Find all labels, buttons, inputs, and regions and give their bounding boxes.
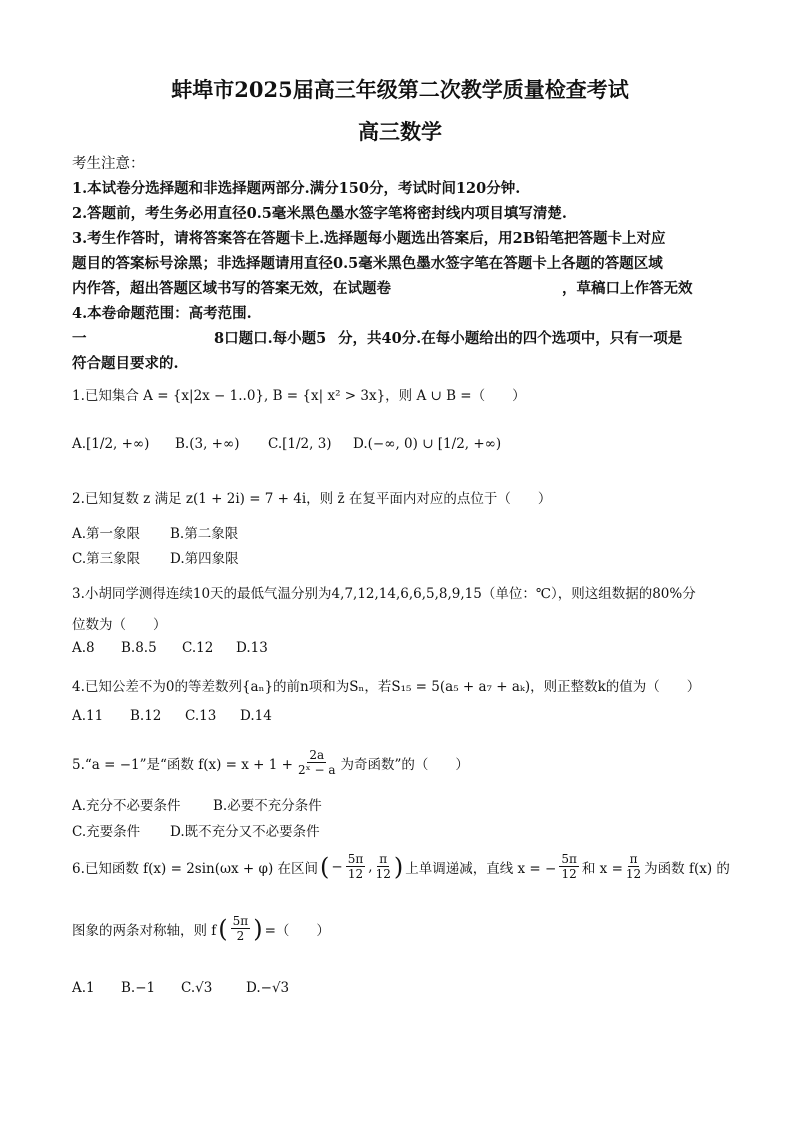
right-paren-2: ) <box>253 914 263 943</box>
question-2-option-b: B.第二象限 <box>170 526 239 542</box>
question-3-option-c: C.12 <box>182 640 214 656</box>
question-1-option-d: D.(−∞, 0) ∪ [1/2, +∞) <box>353 436 502 452</box>
question-5-stem-a: 5.“a = −1”是“函数 f(x) = x + 1 + <box>72 756 293 773</box>
question-6-stem-a: 6.已知函数 f(x) = 2sin(ωx + φ) 在区间 <box>72 860 319 877</box>
exam-title: 蚌埠市2025届高三年级第二次教学质量检查考试 <box>171 77 629 102</box>
question-2-stem: 2.已知复数 z 满足 z(1 + 2i) = 7 + 4i，则 z̄ 在复平面内对应的点位于（ ） <box>72 491 552 507</box>
question-2-option-c: C.第三象限 <box>72 551 141 567</box>
question-6-line1 <box>559 852 579 881</box>
question-6-interval-left <box>346 852 366 881</box>
question-4-option-a: A.11 <box>72 708 104 724</box>
question-5-option-b: B.必要不充分条件 <box>213 798 322 814</box>
question-6-interval-right-num: π <box>379 852 388 866</box>
question-5-fraction-den: 2ˣ − a <box>297 763 336 777</box>
left-paren-2: ( <box>218 914 228 943</box>
question-3-option-b: B.8.5 <box>121 640 157 656</box>
question-6-stem-cont <box>72 914 330 943</box>
question-6-stem-b: 上单调递减，直线 x = − <box>405 860 557 877</box>
question-1-option-a: A.[1/2, +∞) <box>72 436 150 452</box>
notice-item-1: 1.本试卷分选择题和非选择题两部分.满分150分，考试时间120分钟. <box>72 180 521 197</box>
question-5-fraction-num: 2a <box>309 748 325 762</box>
question-4-stem: 4.已知公差不为0的等差数列{aₙ}的前n项和为Sₙ，若S₁₅ = 5(a₅ + a₇ + aₖ)，则正整数k的值为（ ） <box>72 679 701 695</box>
left-paren: ( <box>320 852 330 881</box>
question-6-interval-left-den: 12 <box>347 867 364 881</box>
notice-item-2: 2.答题前，考生务必用直径0.5毫米黑色墨水签字笔将密封线内项目填写清楚. <box>72 205 567 222</box>
section-overlap: 8口题口.每小题5 <box>214 330 327 347</box>
question-1-stem: 1.已知集合 A = {x|2x − 1..0}, B = {x| x² > 3x}，则 A ∪ B =（ ） <box>72 388 526 404</box>
question-6-line2-num: π <box>629 852 638 866</box>
question-6-line1-num: 5π <box>561 852 577 866</box>
question-4-option-c: C.13 <box>185 708 217 724</box>
question-6-option-a: A.1 <box>72 980 95 996</box>
notice-item-4: 4.本卷命题范围：高考范围. <box>72 305 252 322</box>
section-prefix: 一 <box>72 330 87 347</box>
question-6-stem-d: 为函数 f(x) 的 <box>644 860 730 877</box>
question-3-option-a: A.8 <box>72 640 95 656</box>
question-4-option-b: B.12 <box>130 708 162 724</box>
question-4-option-d: D.14 <box>240 708 272 724</box>
question-5-option-a: A.充分不必要条件 <box>72 798 181 814</box>
question-2-option-a: A.第一象限 <box>72 526 141 542</box>
question-6-interval-right <box>376 852 391 881</box>
question-6-option-b: B.−1 <box>121 980 156 996</box>
question-1-option-b: B.(3, +∞) <box>175 436 240 452</box>
question-6-interval-right-den: 12 <box>375 867 391 881</box>
notice-heading: 考生注意： <box>72 156 145 172</box>
question-6-option-d: D.−√3 <box>246 980 290 996</box>
question-5-option-c: C.充要条件 <box>72 824 141 840</box>
question-6-line2 <box>626 852 641 881</box>
question-6-interval-left-num: 5π <box>347 852 364 866</box>
question-5-stem-b: 为奇函数”的（ ） <box>340 756 469 773</box>
question-6-f-arg-den: 2 <box>236 929 245 943</box>
question-5-fraction <box>298 748 336 777</box>
question-6-option-c: C.√3 <box>181 980 213 996</box>
notice-item-3: 3.考生作答时，请将答案答在答题卡上.选择题每小题选出答案后，用2B铅笔把答题卡上对应 <box>72 230 666 247</box>
question-2-option-d: D.第四象限 <box>170 551 239 567</box>
question-3-stem: 3.小胡同学测得连续10天的最低气温分别为4,7,12,14,6,6,5,8,9,15（单位：℃），则这组数据的80%分 <box>72 586 696 602</box>
section-text-2: 符合题目要求的. <box>72 355 179 372</box>
question-6-line1-den: 12 <box>561 867 577 881</box>
question-5-stem <box>72 748 469 777</box>
question-6-line2-den: 12 <box>625 867 642 881</box>
question-6-stem-c: 和 x = <box>581 860 623 877</box>
question-3-stem-cont: 位数为（ ） <box>72 617 167 633</box>
question-6-f-arg-num: 5π <box>232 914 249 928</box>
section-text: 分，共40分.在每小题给出的四个选项中，只有一项是 <box>338 330 683 347</box>
question-6-stem2-b: =（ ） <box>264 922 330 939</box>
question-6-stem: 6.已知函数 f(x) = 2sin(ωx + φ) 在区间 ( − $\frac{5\pi}{12}$ , $\frac{\pi}{12}$ ) 上单调递减，直线 x = − $\frac{5\pi}{12}$ 和 x = $\frac{\pi}{12}$ 为函数 f(x) 的 <box>72 852 730 881</box>
notice-item-3-cont: 题目的答案标号涂黑；非选择题请用直径0.5毫米黑色墨水签字笔在答题卡上各题的答题区域 <box>72 255 663 272</box>
notice-item-3-cont2: 内作答，超出答题区域书写的答案无效，在试题卷 <box>72 280 391 297</box>
question-6-stem2-a: 图象的两条对称轴，则 f <box>72 922 217 939</box>
right-paren: ) <box>393 852 404 881</box>
notice-item-3-tail: ，草稿口上作答无效 <box>562 280 693 297</box>
question-3-option-d: D.13 <box>236 640 268 656</box>
question-1-option-c: C.[1/2, 3) <box>268 436 332 452</box>
exam-subtitle: 高三数学 <box>358 119 442 144</box>
question-6-f-arg <box>231 914 251 943</box>
question-5-option-d: D.既不充分又不必要条件 <box>170 824 320 840</box>
